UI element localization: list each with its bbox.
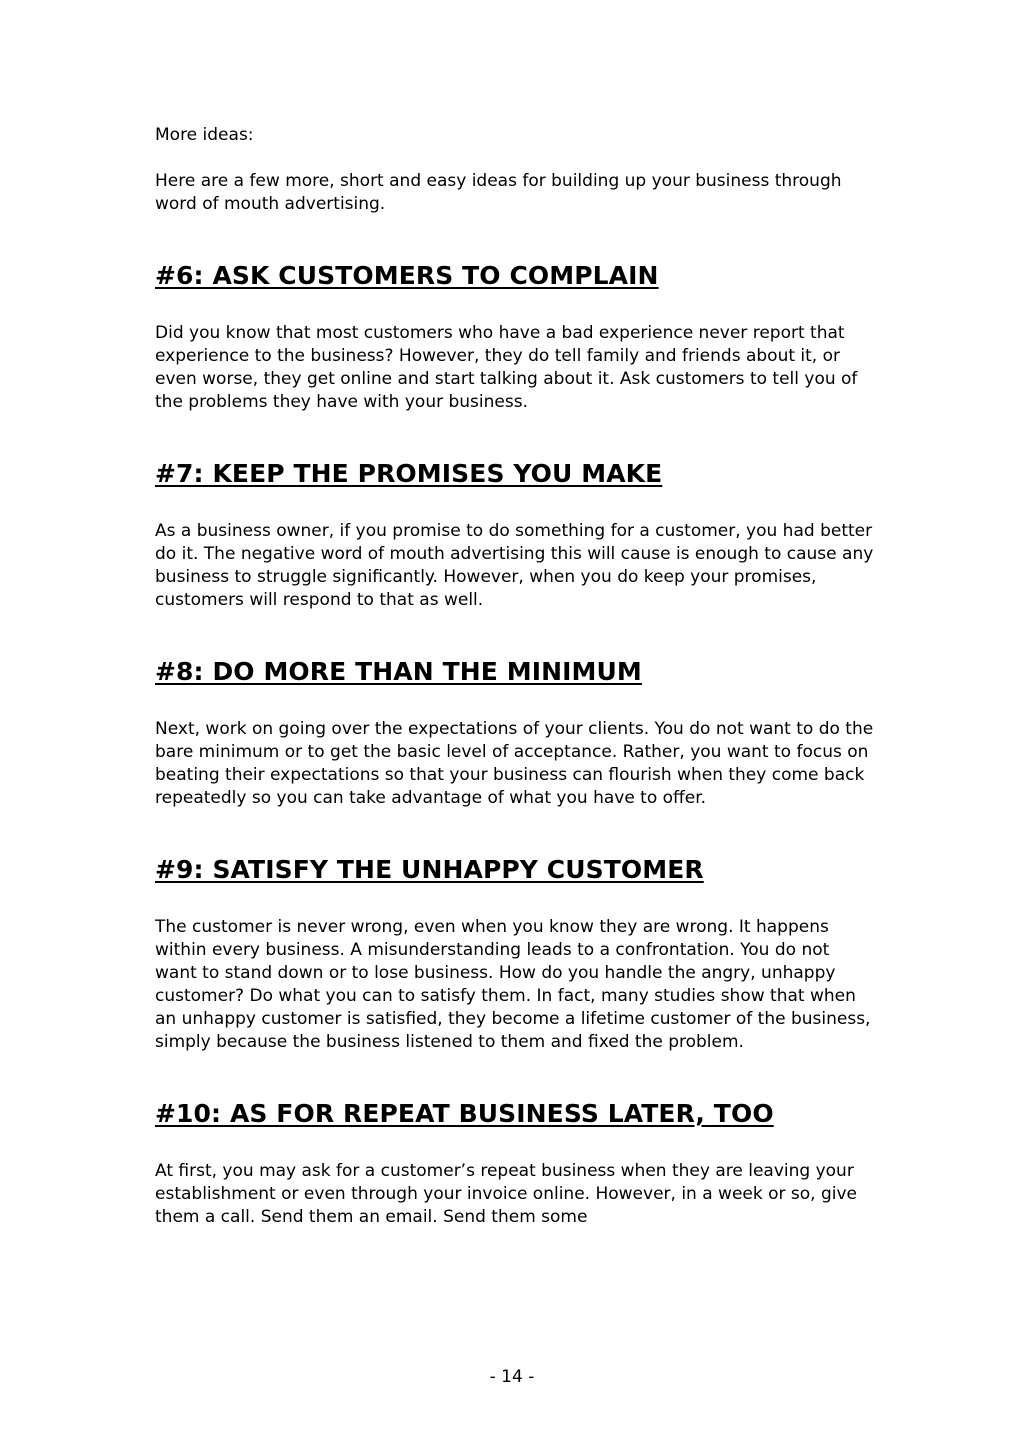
section-paragraph-10: At first, you may ask for a customer’s repeat business when they are leaving your establishment or even through your invoice online. However, in a week or so, give them a call. Send them an email. Send them some (155, 1161, 858, 1227)
intro-paragraph: Here are a few more, short and easy ideas for building up your business through word of mouth advertising. (155, 171, 842, 214)
section-paragraph-8: Next, work on going over the expectations of your clients. You do not want to do the bare minimum or to get the basic level of acceptance. Rather, you want to focus on beating their expectations so that your business can flourish when they come back repeatedly so you can take advantage of what you have to offer. (155, 719, 874, 808)
section-paragraph-9: The customer is never wrong, even when you know they are wrong. It happens within every business. A misunderstanding leads to a confrontation. You do not want to stand down or to lose business. How do you handle the angry, unhappy customer? Do what you can to satisfy them. In fact, many studies show that when an unhappy customer is satisfied, they become a lifetime customer of the business, simply because the business listened to them and fixed the problem. (155, 917, 871, 1052)
section-paragraph-7: As a business owner, if you promise to do something for a customer, you had better do it. The negative word of mouth advertising this will cause is enough to cause any business to struggle significantly. However, when you do keep your promises, customers will respond to that as well. (155, 521, 874, 610)
section-heading-6: #6: ASK CUSTOMERS TO COMPLAIN (155, 261, 659, 290)
section-heading-9: #9: SATISFY THE UNHAPPY CUSTOMER (155, 855, 704, 884)
section-heading-8: #8: DO MORE THAN THE MINIMUM (155, 657, 642, 686)
section-heading-7: #7: KEEP THE PROMISES YOU MAKE (155, 459, 663, 488)
section-heading-10: #10: AS FOR REPEAT BUSINESS LATER, TOO (155, 1099, 774, 1128)
section-paragraph-6: Did you know that most customers who have a bad experience never report that experience to the business? However, they do tell family and friends about it, or even worse, they get online and start talking about it. Ask customers to tell you of the problems they have with your business. (155, 323, 858, 412)
intro-label: More ideas: (155, 125, 254, 145)
page-number: - 14 - (489, 1367, 535, 1387)
document-page (155, 124, 875, 1229)
